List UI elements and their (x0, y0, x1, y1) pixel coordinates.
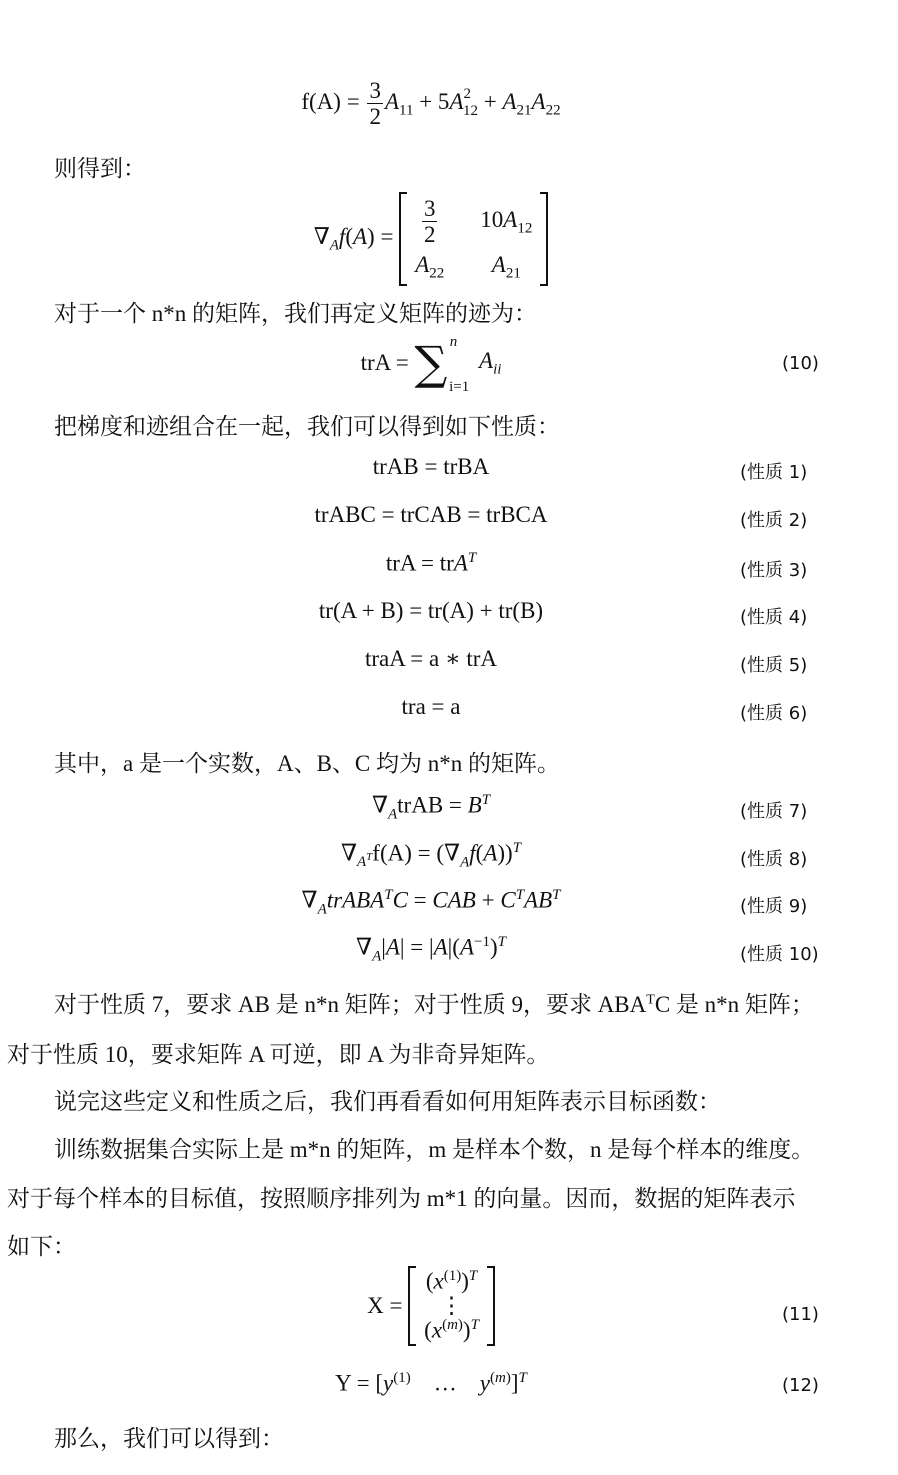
fraction-3-2: $\frac{3}{2}$ (369, 78, 381, 130)
text-where-a-real: 其中，a 是一个实数，A、B、C 均为 n*n 的矩阵。 (54, 751, 560, 776)
property-7-num: (性质 7) (740, 801, 808, 822)
property-4-num: (性质 4) (740, 607, 808, 628)
para-dataset-line2: 对于每个样本的目标值，按照顺序排列为 m*1 的向量。因而，数据的矩阵表示 (7, 1186, 796, 1211)
equation-number-11: (11) (782, 1304, 819, 1325)
para-requirements-line2: 对于性质 10，要求矩阵 A 可逆，即 A 为非奇异矩阵。 (7, 1042, 550, 1067)
gradient-matrix: $\frac{3}{2}$ $10A_{12}$ $A_{22}$ $A_{21}$ (399, 192, 548, 286)
text-trace-definition: 对于一个 n*n 的矩阵，我们再定义矩阵的迹为： (54, 301, 537, 326)
text-then-we-get: 那么，我们可以得到： (54, 1426, 284, 1451)
property-5-eq: traA = a ∗ trA (364, 646, 498, 671)
property-8-eq: $\nabla_{A^T}f(A) = (\nabla_Af(A))^T$ (340, 840, 522, 871)
property-1-num: (性质 1) (740, 462, 808, 483)
para-requirements-line1: 对于性质 7，要求 AB 是 n*n 矩阵；对于性质 9，要求 $ABA^TC$ 是 n*n 矩阵； (54, 992, 814, 1017)
equation-fA: f(A) = $\frac{3}{2}$ $A_{11} + 5A^2_{12} + A_{21}A_{22}$ (301, 78, 561, 130)
text-then-get: 则得到： (54, 156, 146, 181)
property-1-eq: trAB = trBA (372, 454, 490, 479)
equation-trace: trA = ∑ n i=1 $A_{ii}$ (360, 334, 502, 395)
property-3-num: (性质 3) (740, 560, 808, 581)
property-7-eq: $\nabla_AtrAB = B^T$ (371, 792, 491, 823)
property-2-eq: trABC = trCAB = trBCA (314, 502, 548, 527)
property-8-num: (性质 8) (740, 849, 808, 870)
X-matrix: $(x^{(1)})^T$ ⋮ $(x^{(m)})^T$ (408, 1266, 495, 1346)
text-properties-intro: 把梯度和迹组合在一起，我们可以得到如下性质： (54, 414, 560, 439)
property-9-eq: $\nabla_AtrABA^TC$ = CAB + $C^TAB^T$ (301, 887, 561, 918)
equation-gradient: $\nabla_Af(A)$ = $\frac{3}{2}$ $10A_{12}$ $A_{22}$ $A_{21}$ (0, 192, 898, 286)
fA-lhs: f(A) = (301, 89, 360, 115)
property-2-num: (性质 2) (740, 510, 808, 531)
property-10-num: (性质 10) (740, 944, 819, 965)
para-dataset-line1: 训练数据集合实际上是 m*n 的矩阵，m 是样本个数，n 是每个样本的维度。 (54, 1137, 815, 1162)
equation-number-12: (12) (782, 1375, 819, 1396)
equation-number-10: (10) (782, 353, 819, 374)
equation-X: X = $(x^{(1)})^T$ ⋮ $(x^{(m)})^T$ (0, 1266, 898, 1346)
para-dataset-line3: 如下： (7, 1234, 76, 1259)
property-6-num: (性质 6) (740, 703, 808, 724)
property-4-eq: tr(A + B) = tr(A) + tr(B) (318, 598, 544, 623)
property-3-eq: trA = trA$^T$ (385, 550, 477, 576)
property-5-num: (性质 5) (740, 655, 808, 676)
property-10-eq: $\nabla_A|A| = |A|(A^{-1})^T$ (356, 934, 506, 965)
text-objective-intro: 说完这些定义和性质之后，我们再看看如何用矩阵表示目标函数： (54, 1089, 721, 1114)
property-6-eq: tra = a (401, 694, 461, 719)
equation-Y: $Y = [y^{(1)}$ … $y^{(m)}]^T$ (335, 1370, 527, 1396)
property-9-num: (性质 9) (740, 896, 808, 917)
